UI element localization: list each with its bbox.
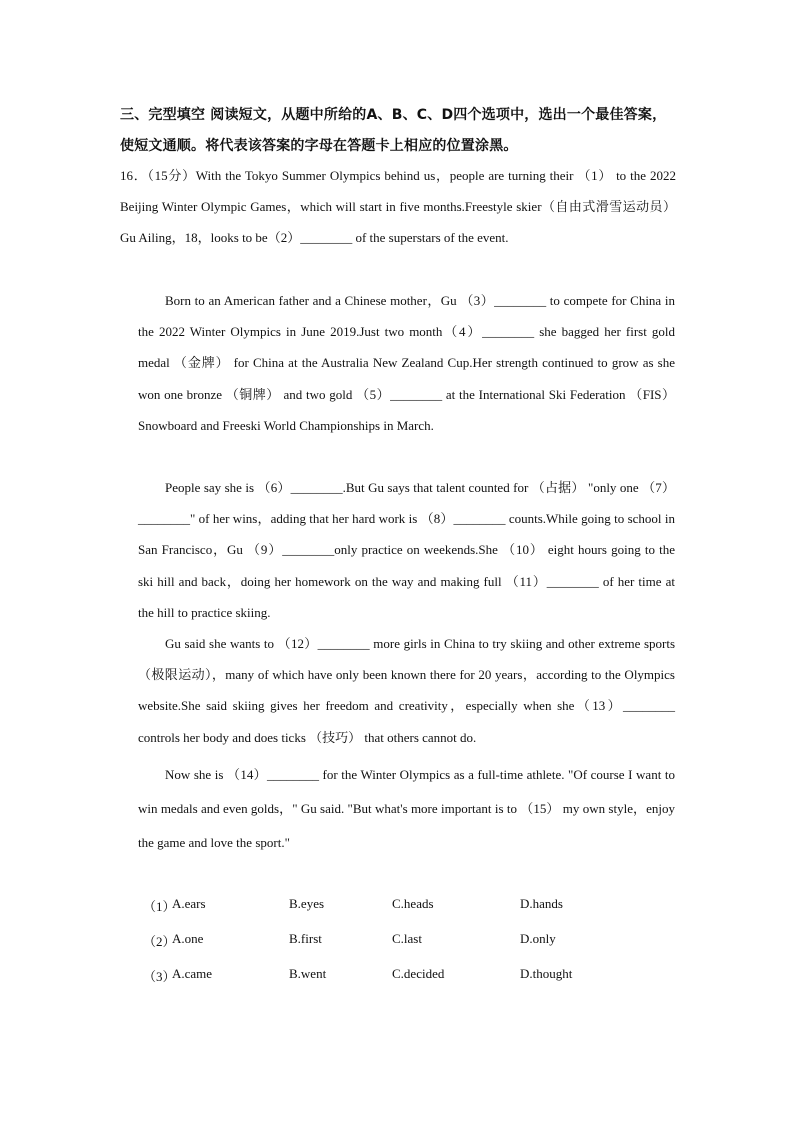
- option-a[interactable]: A.one: [172, 931, 204, 946]
- question-intro-text: 16．（15分）With the Tokyo Summer Olympics behind us，people are turning their （1） to the 2022 Beijing Winter Olympic Games，which will start in five months.Freestyle skier（自由式滑雪运动员） Gu Ailing，18，looks to be（2）________ of the superstars of the event.: [120, 168, 676, 246]
- paragraph-text: Born to an American father and a Chinese mother，Gu （3）________ to compete for China in the 2022 Winter Olympics in June 2019.Just two month（4）________ she bagged her first gold medal （金牌） for China at the Australia New Zealand Cup.Her strength continued to grow as she won one bronze （铜牌） and two gold （5）________ at the International Ski Federation （FIS） Snowboard and Freeski World Championships in March.: [138, 293, 675, 433]
- option-row: [0, 896, 794, 916]
- option-d[interactable]: D.thought: [520, 966, 573, 981]
- option-c[interactable]: C.decided: [392, 966, 445, 981]
- option-c[interactable]: C.heads: [392, 896, 434, 911]
- passage-paragraph-3: [138, 628, 675, 753]
- option-d[interactable]: D.only: [520, 931, 556, 946]
- option-row: [0, 966, 794, 986]
- option-b[interactable]: B.first: [289, 931, 322, 946]
- section-heading: 三、完型填空 阅读短文，从题中所给的A、B、C、D四个选项中，选出一个最佳答案，使短文通顺。将代表该答案的字母在答题卡上相应的位置涂黑。: [120, 107, 667, 154]
- option-a[interactable]: A.ears: [172, 896, 206, 911]
- option-number: （2）: [143, 934, 176, 949]
- option-b[interactable]: B.eyes: [289, 896, 325, 911]
- paragraph-text: People say she is （6）________.But Gu says that talent counted for （占据） "only one （7）________" of her wins，adding that her hard work is （8）________ counts.While going to school in San Francisco，Gu （9）________only practice on weekends.She （10） eight hours going to the ski hill and back，doing her homework on the way and making full （11）________ of her time at the hill to practice skiing.: [138, 480, 675, 620]
- option-c[interactable]: C.last: [392, 931, 422, 946]
- question-intro: [120, 160, 676, 254]
- passage-paragraph-2: [138, 472, 675, 628]
- option-b[interactable]: B.went: [289, 966, 327, 981]
- option-number: （1）: [143, 899, 176, 914]
- option-d[interactable]: D.hands: [520, 896, 563, 911]
- passage-paragraph-4: [138, 758, 675, 860]
- option-number: （3）: [143, 969, 176, 984]
- option-a[interactable]: A.came: [172, 966, 213, 981]
- paragraph-text: Gu said she wants to （12）________ more girls in China to try skiing and other extreme sports （极限运动），many of which have only been known there for 20 years，according to the Olympics website.She said skiing gives her freedom and creativity，especially when she（13）________ controls her body and does ticks （技巧） that others cannot do.: [138, 636, 675, 745]
- paragraph-text: Now she is （14）________ for the Winter Olympics as a full-time athlete. "Of course I want to win medals and even golds，" Gu said. "But what's more important is to （15） my own style，enjoy the game and love the sport.": [138, 767, 675, 850]
- option-row: [0, 931, 794, 951]
- passage-paragraph-1: [138, 285, 675, 441]
